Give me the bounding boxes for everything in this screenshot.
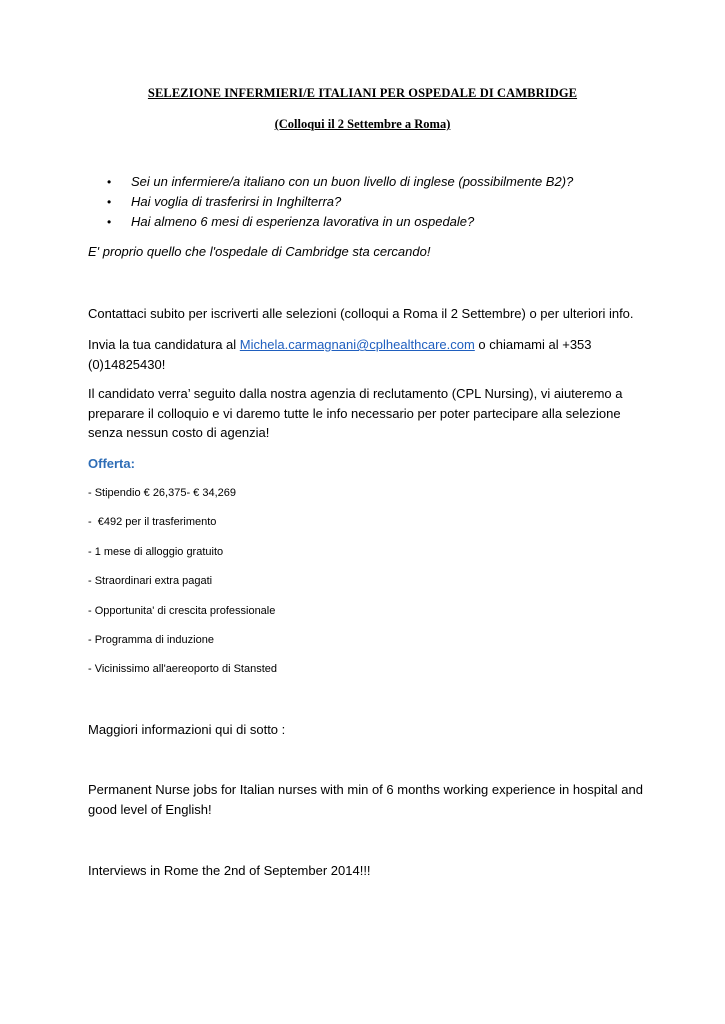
interviews-line: Interviews in Rome the 2nd of September 2014!!! (88, 863, 371, 878)
candidate-paragraph: Il candidato verra’ seguito dalla nostra agenzia di reclutamento (CPL Nursing), vi aiuteremo a preparare il colloquio e vi daremo tutte le info necessario per poter partecipare alla selezione senza nessun costo di agenzia! (88, 386, 623, 440)
question-text: Sei un infermiere/a italiano con un buon livello di inglese (possibilmente B2)? (131, 174, 574, 189)
question-text: Hai voglia di trasferirsi in Inghilterra? (131, 194, 342, 209)
more-info-heading: Maggiori informazioni qui di sotto : (88, 722, 286, 737)
document-title: SELEZIONE INFERMIERI/E ITALIANI PER OSPEDALE DI CAMBRIDGE (147, 86, 578, 100)
question-item (104, 172, 573, 192)
offer-item: - Opportunita' di crescita professionale (88, 604, 276, 617)
bullet-icon: • (107, 175, 112, 189)
english-summary: Permanent Nurse jobs for Italian nurses with min of 6 months working experience in hospital and good level of English! (88, 782, 643, 817)
tagline: E' proprio quello che l'ospedale di Cambridge sta cercando! (88, 244, 431, 259)
document-subtitle: (Colloqui il 2 Settembre a Roma) (274, 117, 451, 131)
email-link[interactable]: Michela.carmagnani@cplhealthcare.com (239, 337, 475, 352)
bullet-icon: • (107, 195, 112, 209)
question-text: Hai almeno 6 mesi di esperienza lavorativa in un ospedale? (131, 214, 475, 229)
bullet-icon: • (107, 215, 112, 229)
offer-item: - Programma di induzione (88, 633, 214, 646)
offer-item: - 1 mese di alloggio gratuito (88, 545, 224, 558)
question-list (104, 172, 573, 232)
offer-item: - Vicinissimo all'aereoporto di Stansted (88, 663, 277, 676)
offer-list (88, 486, 277, 692)
question-item (104, 192, 573, 212)
offer-item: - €492 per il trasferimento (88, 516, 217, 529)
apply-paragraph (88, 335, 648, 374)
offer-heading: Offerta: (88, 456, 135, 471)
apply-suffix: o chiamami al +353 (0)14825430! (88, 337, 592, 372)
offer-item: - Stipendio € 26,375- € 34,269 (88, 487, 237, 499)
question-item (104, 212, 573, 232)
apply-prefix: Invia la tua candidatura al (88, 337, 240, 352)
contact-paragraph: Contattaci subito per iscriverti alle selezioni (colloqui a Roma il 2 Settembre) o per ulteriori info. (88, 306, 634, 321)
offer-item: - Straordinari extra pagati (88, 575, 213, 588)
